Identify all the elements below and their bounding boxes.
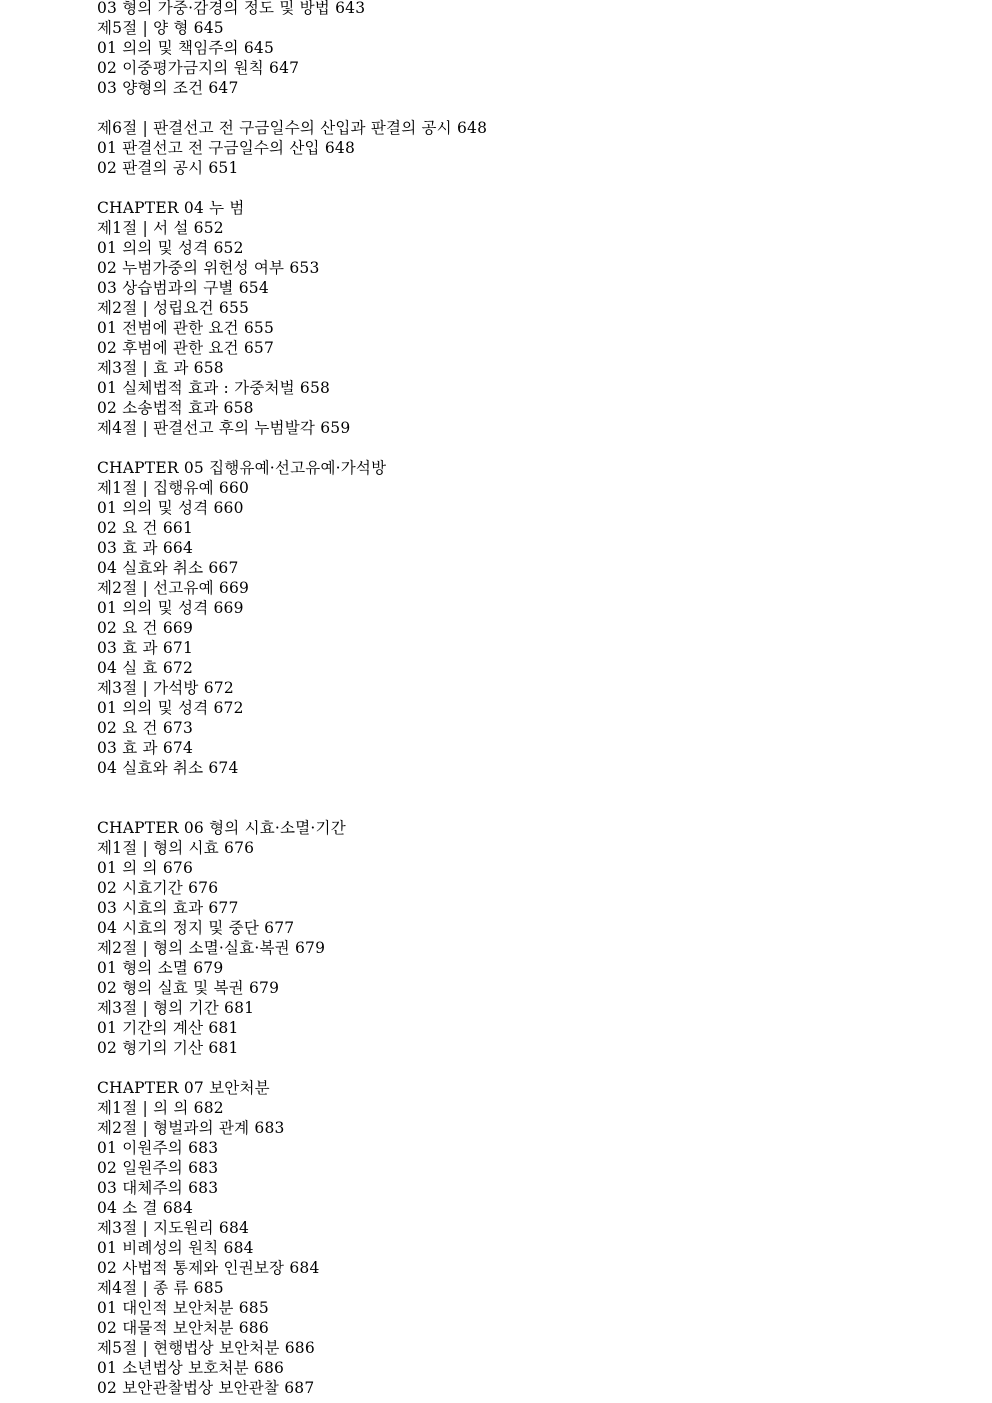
- toc-chapter-heading: CHAPTER 05 집행유예·선고유예·가석방: [97, 459, 387, 477]
- toc-entry: 01 형의 소멸 679: [97, 959, 224, 977]
- table-of-contents: [97, 0, 957, 1398]
- toc-chapter-heading: CHAPTER 06 형의 시효·소멸·기간: [97, 819, 346, 837]
- toc-entry: 03 형의 가중·감경의 정도 및 방법 643: [97, 0, 366, 17]
- toc-entry: 02 판결의 공시 651: [97, 159, 239, 177]
- toc-entry: 02 사법적 통제와 인권보장 684: [97, 1259, 320, 1277]
- toc-entry: 03 대체주의 683: [97, 1179, 219, 1197]
- toc-entry: 03 상습범과의 구별 654: [97, 279, 269, 297]
- toc-entry: 01 이원주의 683: [97, 1139, 219, 1157]
- toc-entry: 03 양형의 조건 647: [97, 79, 239, 97]
- toc-section-heading: 제3절 | 효 과 658: [97, 359, 224, 377]
- toc-section-heading: 제2절 | 성립요건 655: [97, 299, 250, 317]
- toc-section-heading: 제1절 | 형의 시효 676: [97, 839, 255, 857]
- toc-section-heading: 제1절 | 집행유예 660: [97, 479, 250, 497]
- toc-section-heading: 제5절 | 양 형 645: [97, 19, 224, 37]
- toc-section-heading: 제3절 | 형의 기간 681: [97, 999, 255, 1017]
- toc-entry: 02 이중평가금지의 원칙 647: [97, 59, 300, 77]
- toc-entry: 02 대물적 보안처분 686: [97, 1319, 269, 1337]
- toc-chapter-heading: CHAPTER 07 보안처분: [97, 1079, 270, 1097]
- toc-spacer: [97, 1058, 957, 1078]
- toc-chapter-heading: CHAPTER 04 누 범: [97, 199, 245, 217]
- toc-entry: 02 시효기간 676: [97, 879, 219, 897]
- toc-section-heading: 제1절 | 의 의 682: [97, 1099, 224, 1117]
- toc-entry: 02 요 건 673: [97, 719, 194, 737]
- toc-section-heading: 제2절 | 형벌과의 관계 683: [97, 1119, 285, 1137]
- toc-section-heading: 제6절 | 판결선고 전 구금일수의 산입과 판결의 공시 648: [97, 119, 488, 137]
- toc-entry: 04 실효와 취소 674: [97, 759, 239, 777]
- toc-section-heading: 제3절 | 가석방 672: [97, 679, 234, 697]
- toc-entry: 01 의의 및 책임주의 645: [97, 39, 275, 57]
- toc-section-heading: 제3절 | 지도원리 684: [97, 1219, 250, 1237]
- toc-entry: 01 비례성의 원칙 684: [97, 1239, 254, 1257]
- toc-entry: 02 형의 실효 및 복권 679: [97, 979, 280, 997]
- toc-entry: 04 시효의 정지 및 중단 677: [97, 919, 295, 937]
- toc-entry: 03 시효의 효과 677: [97, 899, 239, 917]
- toc-entry: 01 의의 및 성격 660: [97, 499, 244, 517]
- toc-entry: 03 효 과 674: [97, 739, 194, 757]
- toc-spacer: [97, 98, 957, 118]
- toc-entry: 03 효 과 664: [97, 539, 194, 557]
- toc-section-heading: 제2절 | 형의 소멸·실효·복권 679: [97, 939, 326, 957]
- toc-spacer: [97, 778, 957, 798]
- toc-entry: 02 형기의 기산 681: [97, 1039, 239, 1057]
- toc-entry: 02 후범에 관한 요건 657: [97, 339, 275, 357]
- toc-entry: 01 의의 및 성격 652: [97, 239, 244, 257]
- toc-entry: 04 실효와 취소 667: [97, 559, 239, 577]
- toc-entry: 01 의 의 676: [97, 859, 194, 877]
- toc-entry: 02 누범가중의 위헌성 여부 653: [97, 259, 320, 277]
- toc-entry: 02 보안관찰법상 보안관찰 687: [97, 1379, 315, 1397]
- toc-spacer: [97, 178, 957, 198]
- toc-entry: 01 실체법적 효과 : 가중처벌 658: [97, 379, 331, 397]
- toc-entry: 01 판결선고 전 구금일수의 산입 648: [97, 139, 356, 157]
- toc-section-heading: 제4절 | 종 류 685: [97, 1279, 224, 1297]
- toc-entry: 01 대인적 보안처분 685: [97, 1299, 269, 1317]
- toc-entry: 01 전범에 관한 요건 655: [97, 319, 275, 337]
- toc-entry: 01 의의 및 성격 669: [97, 599, 244, 617]
- toc-section-heading: 제2절 | 선고유예 669: [97, 579, 250, 597]
- toc-entry: 02 요 건 669: [97, 619, 194, 637]
- toc-entry: 02 요 건 661: [97, 519, 194, 537]
- toc-spacer: [97, 798, 957, 818]
- toc-entry: 04 소 결 684: [97, 1199, 194, 1217]
- toc-entry: 01 소년법상 보호처분 686: [97, 1359, 285, 1377]
- toc-entry: 04 실 효 672: [97, 659, 194, 677]
- toc-spacer: [97, 438, 957, 458]
- toc-section-heading: 제4절 | 판결선고 후의 누범발각 659: [97, 419, 351, 437]
- toc-entry: 01 기간의 계산 681: [97, 1019, 239, 1037]
- toc-entry: 03 효 과 671: [97, 639, 194, 657]
- toc-section-heading: 제1절 | 서 설 652: [97, 219, 224, 237]
- toc-entry: 01 의의 및 성격 672: [97, 699, 244, 717]
- toc-section-heading: 제5절 | 현행법상 보안처분 686: [97, 1339, 315, 1357]
- toc-entry: 02 소송법적 효과 658: [97, 399, 254, 417]
- toc-entry: 02 일원주의 683: [97, 1159, 219, 1177]
